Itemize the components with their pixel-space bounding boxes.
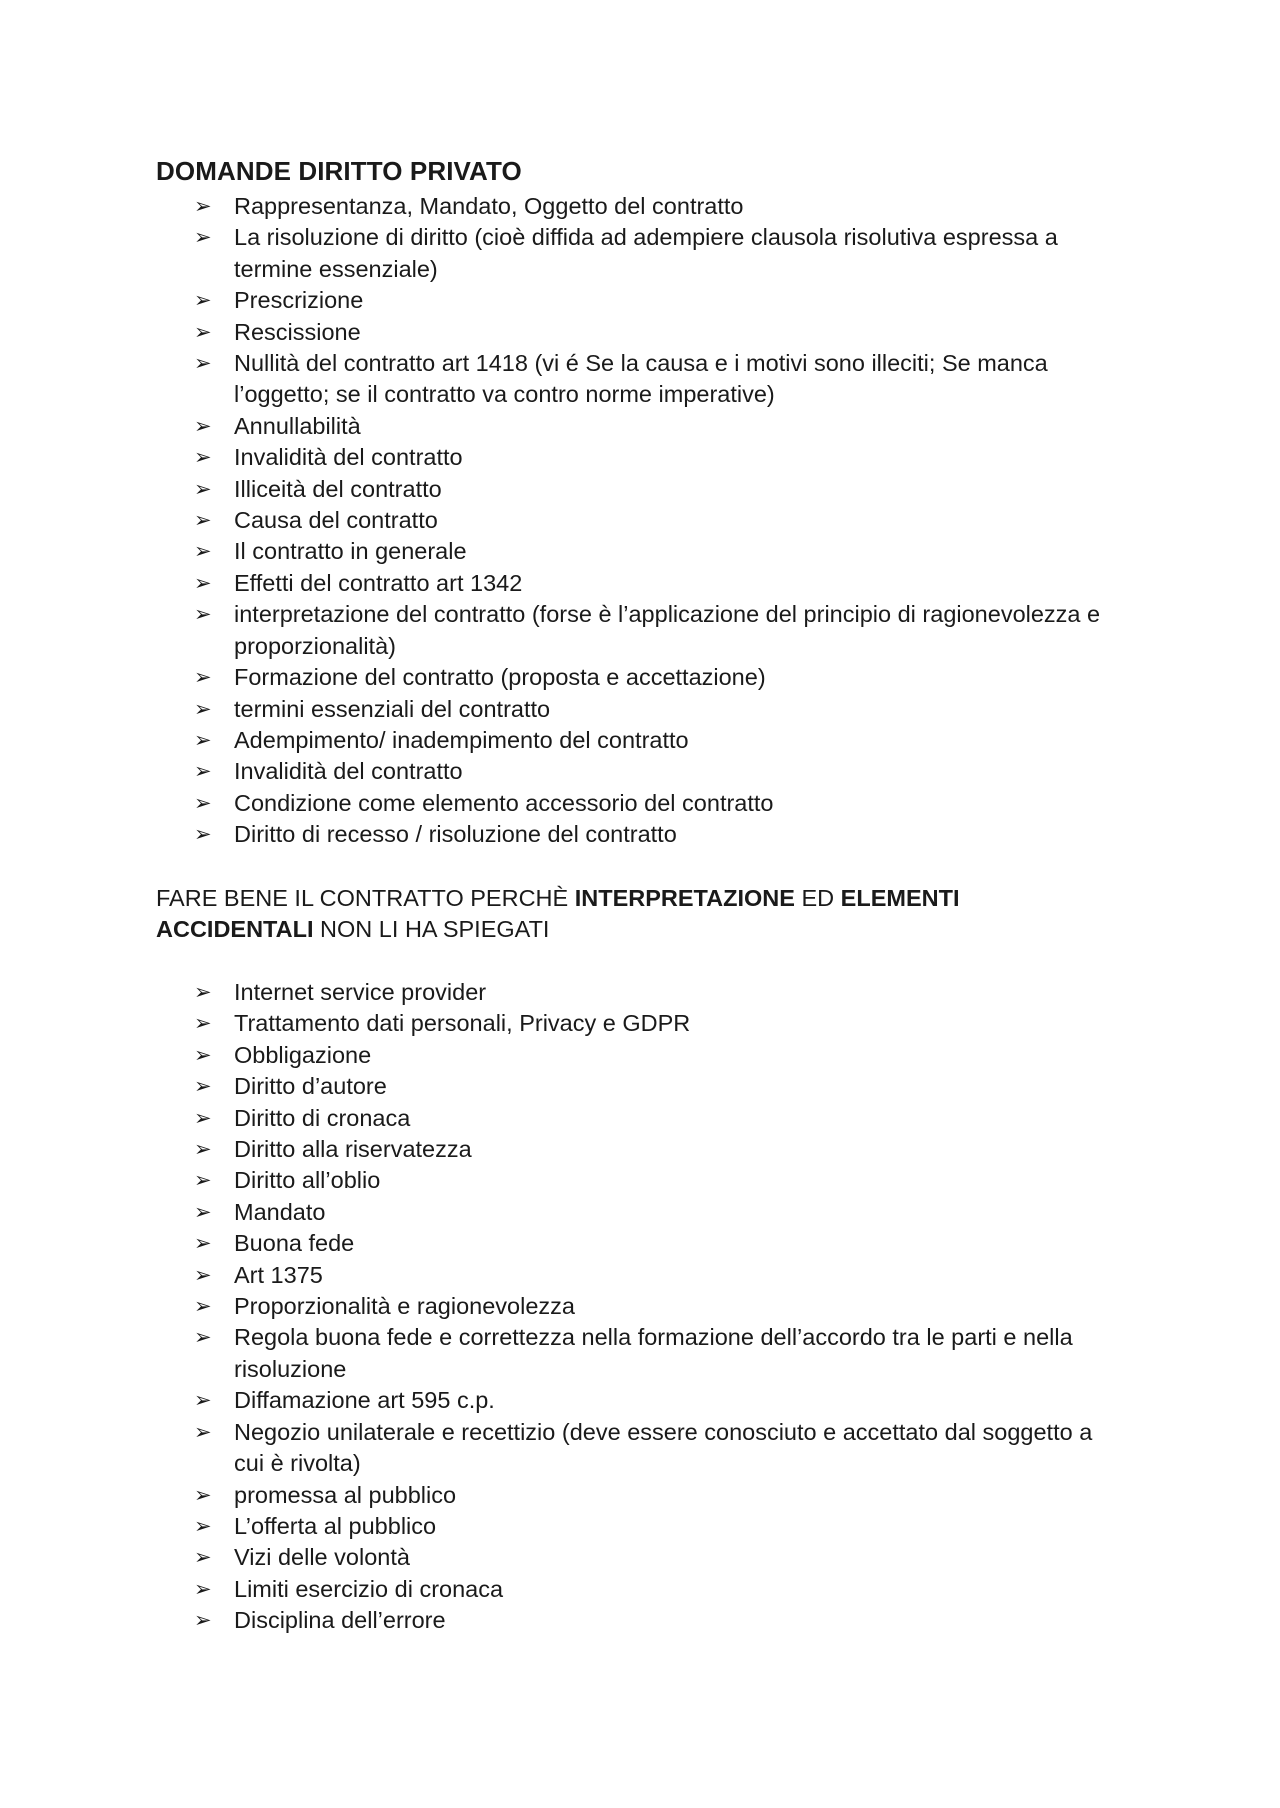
list-item <box>156 474 1116 505</box>
arrow-bullet-icon: ➢ <box>194 665 212 690</box>
arrow-bullet-icon: ➢ <box>194 1545 212 1570</box>
list-item-text: La risoluzione di diritto (cioè diffida ad adempiere clausola risolutiva espressa a termine essenziale) <box>234 224 1058 282</box>
list-item-text: Rescissione <box>234 318 361 345</box>
list-item-text: Invalidità del contratto <box>234 444 463 471</box>
list-item <box>156 442 1116 473</box>
arrow-bullet-icon: ➢ <box>194 1168 212 1193</box>
arrow-bullet-icon: ➢ <box>194 1105 212 1130</box>
list-item-text: Diffamazione art 595 c.p. <box>234 1387 495 1414</box>
arrow-bullet-icon: ➢ <box>194 476 212 501</box>
page-title: DOMANDE DIRITTO PRIVATO <box>156 156 522 186</box>
arrow-bullet-icon: ➢ <box>194 790 212 815</box>
arrow-bullet-icon: ➢ <box>194 1388 212 1413</box>
list-item <box>156 222 1116 285</box>
list-item-text: Formazione del contratto (proposta e accettazione) <box>234 664 766 691</box>
arrow-bullet-icon: ➢ <box>194 980 212 1004</box>
list-item <box>156 191 1116 222</box>
list-item <box>156 819 1116 850</box>
list-item-text: Limiti esercizio di cronaca <box>234 1575 504 1602</box>
list-item-text: Adempimento/ inadempimento del contratto <box>234 726 689 753</box>
list-item <box>156 1385 1116 1416</box>
list-item-text: Mandato <box>234 1198 326 1225</box>
arrow-bullet-icon: ➢ <box>194 288 212 313</box>
list-item <box>156 694 1116 725</box>
list-item <box>156 599 1116 662</box>
arrow-bullet-icon: ➢ <box>194 1608 212 1633</box>
arrow-bullet-icon: ➢ <box>194 1482 212 1507</box>
arrow-bullet-icon: ➢ <box>194 570 212 595</box>
arrow-bullet-icon: ➢ <box>194 539 212 564</box>
arrow-bullet-icon: ➢ <box>194 1074 212 1099</box>
list-item <box>156 285 1116 316</box>
list-item-text: L’offerta al pubblico <box>234 1512 437 1539</box>
list-item-text: Prescrizione <box>234 287 364 314</box>
list-item <box>156 536 1116 567</box>
list-item <box>156 1103 1116 1134</box>
arrow-bullet-icon: ➢ <box>194 225 212 250</box>
list-item <box>156 1165 1116 1196</box>
list-item <box>156 317 1116 348</box>
list-item-text: Negozio unilaterale e recettizio (deve essere conosciuto e accettato dal soggetto a cui è rivolta) <box>234 1418 1093 1477</box>
study-note <box>156 883 1036 946</box>
list-item-text: Diritto di recesso / risoluzione del contratto <box>234 821 677 848</box>
list-item-text: promessa al pubblico <box>234 1481 457 1508</box>
arrow-bullet-icon: ➢ <box>194 351 212 376</box>
list-item <box>156 1322 1116 1385</box>
list-item-text: Causa del contratto <box>234 507 438 534</box>
arrow-bullet-icon: ➢ <box>194 508 212 533</box>
topic-list-secondary <box>156 977 1116 1637</box>
list-item <box>156 411 1116 442</box>
list-item-text: Internet service provider <box>234 979 487 1005</box>
list-item-text: Annullabilità <box>234 412 361 439</box>
list-item-text: Diritto di cronaca <box>234 1104 411 1131</box>
list-item <box>156 1040 1116 1071</box>
note-text: FARE BENE IL CONTRATTO PERCHÈ <box>156 885 575 911</box>
list-item-text: Buona fede <box>234 1230 355 1257</box>
note-text: ED <box>794 885 841 911</box>
arrow-bullet-icon: ➢ <box>194 1231 212 1256</box>
list-item <box>156 756 1116 787</box>
list-item-text: Effetti del contratto art 1342 <box>234 569 523 596</box>
list-item-text: Vizi delle volontà <box>234 1544 410 1571</box>
list-item <box>156 1260 1116 1291</box>
arrow-bullet-icon: ➢ <box>194 194 212 218</box>
arrow-bullet-icon: ➢ <box>194 413 212 438</box>
arrow-bullet-icon: ➢ <box>194 822 212 847</box>
list-item <box>156 1228 1116 1259</box>
list-item <box>156 1134 1116 1165</box>
arrow-bullet-icon: ➢ <box>194 727 212 752</box>
list-item <box>156 1197 1116 1228</box>
list-item-text: Diritto all’oblio <box>234 1167 381 1194</box>
list-item-text: Regola buona fede e correttezza nella formazione dell’accordo tra le parti e nella risoluzione <box>234 1324 1073 1382</box>
note-emphasis: INTERPRETAZIONE <box>574 885 795 911</box>
list-item <box>156 1511 1116 1542</box>
arrow-bullet-icon: ➢ <box>194 319 212 344</box>
list-item-text: Obbligazione <box>234 1041 372 1068</box>
arrow-bullet-icon: ➢ <box>194 1137 212 1162</box>
list-item <box>156 725 1116 756</box>
list-item-text: Proporzionalità e ragionevolezza <box>234 1293 575 1320</box>
list-item-text: Rappresentanza, Mandato, Oggetto del contratto <box>234 193 744 219</box>
list-item-text: termini essenziali del contratto <box>234 695 551 722</box>
list-item <box>156 662 1116 693</box>
list-item-text: Invalidità del contratto <box>234 758 463 785</box>
list-item <box>156 1071 1116 1102</box>
list-item-text: Illiceità del contratto <box>234 475 442 502</box>
list-item <box>156 568 1116 599</box>
arrow-bullet-icon: ➢ <box>194 1011 212 1036</box>
list-item <box>156 1291 1116 1322</box>
arrow-bullet-icon: ➢ <box>194 696 212 721</box>
list-item-text: Disciplina dell’errore <box>234 1607 446 1634</box>
arrow-bullet-icon: ➢ <box>194 602 212 627</box>
list-item-text: Nullità del contratto art 1418 (vi é Se la causa e i motivi sono illeciti; Se manca l’oggetto; se il contratto va contro norme imperative) <box>234 350 1048 408</box>
note-emphasis: ELEMENTI ACCIDENTALI <box>156 885 960 943</box>
arrow-bullet-icon: ➢ <box>194 1294 212 1319</box>
list-item <box>156 505 1116 536</box>
list-item <box>156 1574 1116 1605</box>
list-item <box>156 348 1116 411</box>
arrow-bullet-icon: ➢ <box>194 1513 212 1538</box>
list-item-text: interpretazione del contratto (forse è l’applicazione del principio di ragionevolezza e proporzionalità) <box>234 601 1101 659</box>
arrow-bullet-icon: ➢ <box>194 445 212 470</box>
list-item-text: Trattamento dati personali, Privacy e GDPR <box>234 1010 691 1037</box>
list-item <box>156 977 1116 1008</box>
list-item-text: Diritto d’autore <box>234 1073 387 1100</box>
list-item-text: Art 1375 <box>234 1261 323 1288</box>
list-item <box>156 788 1116 819</box>
arrow-bullet-icon: ➢ <box>194 1199 212 1224</box>
topic-list-primary <box>156 191 1116 851</box>
list-item <box>156 1008 1116 1039</box>
list-item <box>156 1605 1116 1636</box>
arrow-bullet-icon: ➢ <box>194 1419 212 1444</box>
arrow-bullet-icon: ➢ <box>194 759 212 784</box>
list-item <box>156 1542 1116 1573</box>
note-text: NON LI HA SPIEGATI <box>313 916 550 943</box>
arrow-bullet-icon: ➢ <box>194 1042 212 1067</box>
list-item <box>156 1417 1116 1480</box>
arrow-bullet-icon: ➢ <box>194 1262 212 1287</box>
list-item-text: Condizione come elemento accessorio del contratto <box>234 789 774 816</box>
arrow-bullet-icon: ➢ <box>194 1325 212 1350</box>
list-item-text: Il contratto in generale <box>234 538 467 565</box>
list-item-text: Diritto alla riservatezza <box>234 1136 472 1163</box>
arrow-bullet-icon: ➢ <box>194 1576 212 1601</box>
list-item <box>156 1480 1116 1511</box>
